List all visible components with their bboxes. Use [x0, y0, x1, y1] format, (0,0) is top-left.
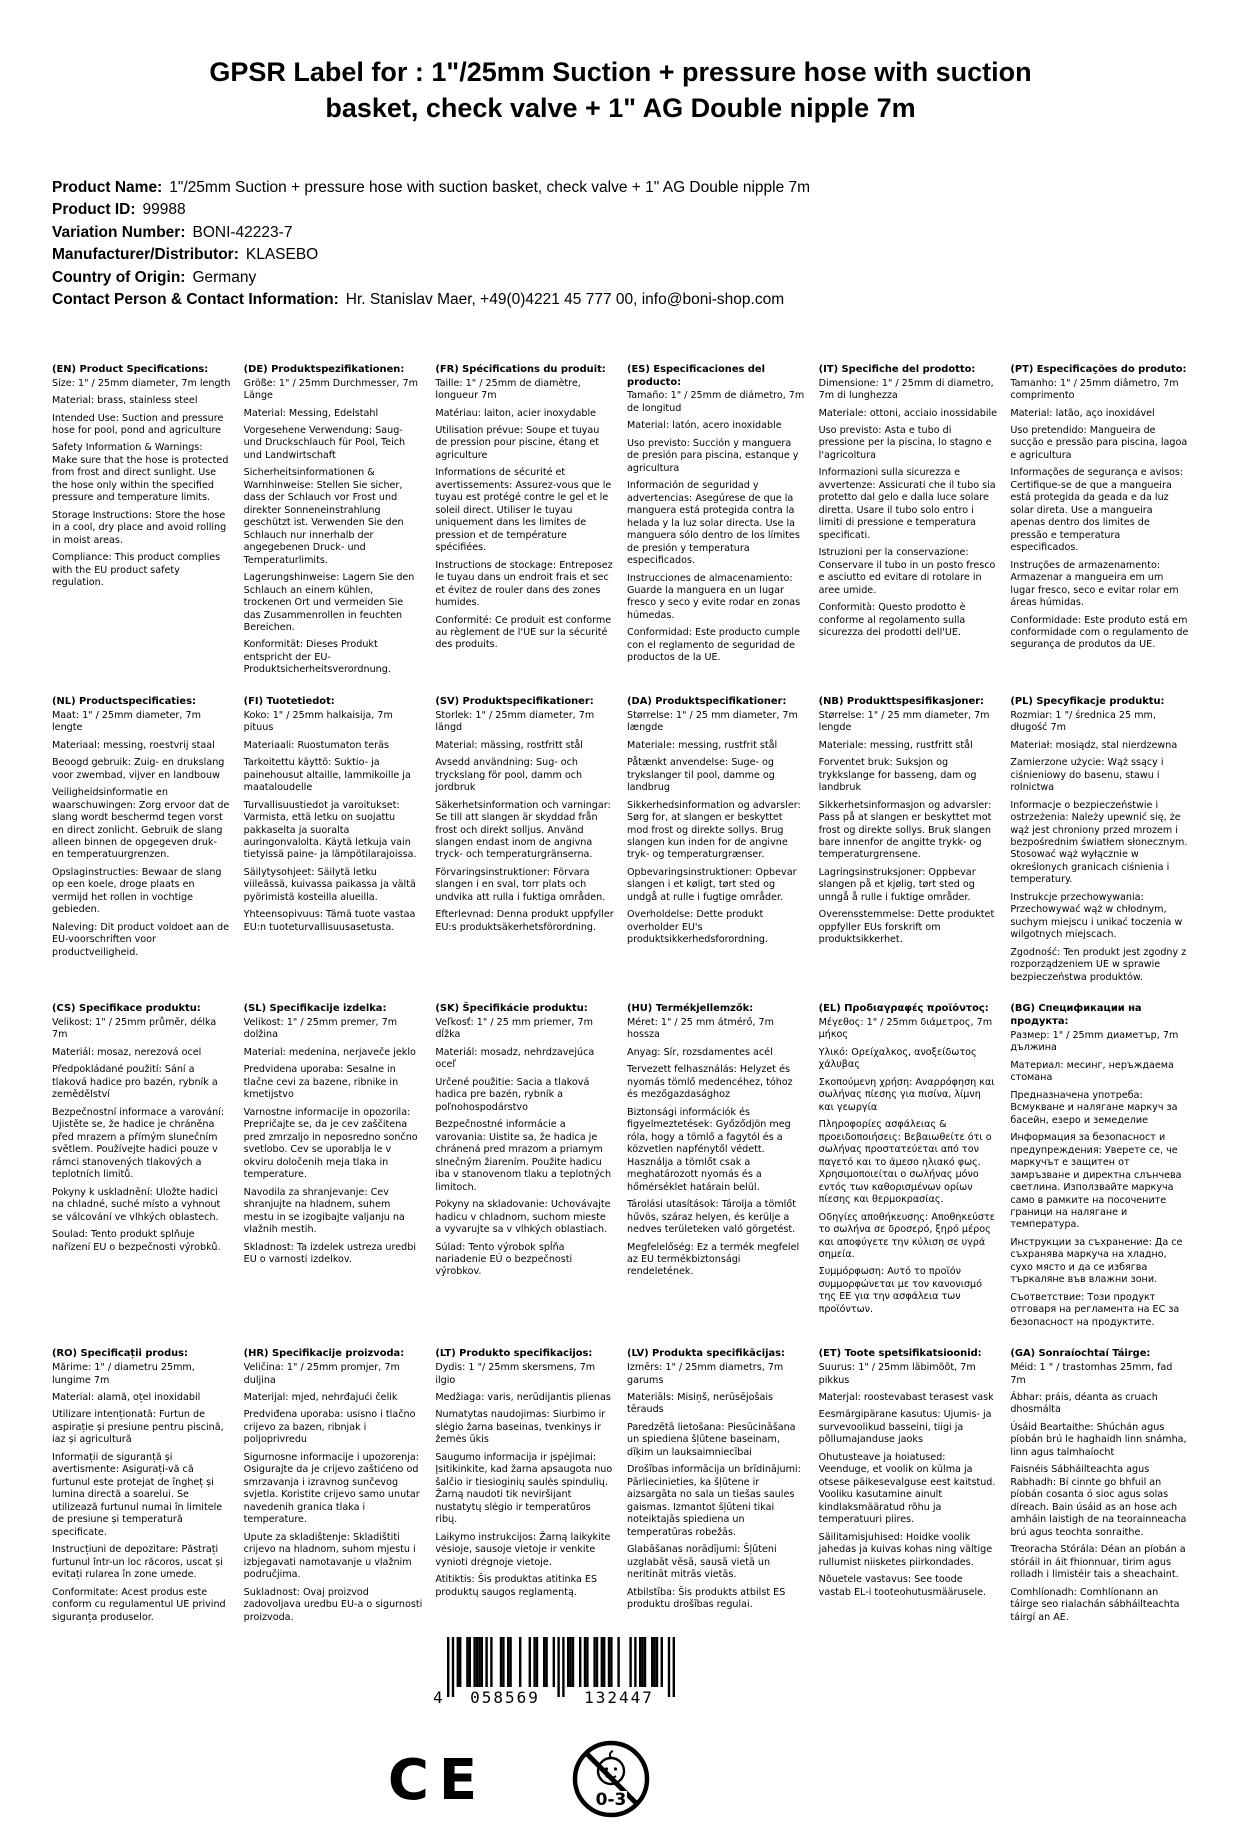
- lang-section-title: (RO) Specificații produs:: [52, 1348, 188, 1360]
- spec-paragraph: Dydis: 1 "/ 25mm skersmens, 7m ilgio: [435, 1362, 596, 1386]
- barcode: [429, 1637, 689, 1713]
- barcode-digits-right: 132447: [583, 1687, 654, 1707]
- spec-paragraph: Paredzētā lietošana: Piesūcināšana un spiediena šļūtene baseinam, dīķim un lauksaimniecībai: [627, 1421, 796, 1458]
- spec-paragraph: Informations de sécurité et avertissements: Assurez-vous que le tuyau est protégé contre le gel et le soleil direct. Utiliser le tuyau uniquement dans les limites de pression et de température spécifiées.: [435, 467, 612, 554]
- lang-section-title: (DA) Produktspecifikationer:: [627, 695, 787, 707]
- spec-paragraph: Upute za skladištenje: Skladištiti crijevo na hladnom, suhom mjestu i izbjegavati namotavanje u vlažnim područjima.: [243, 1531, 416, 1581]
- spec-paragraph: Uso previsto: Asta e tubo di pressione per la piscina, lo stagno e l'agricoltura: [818, 424, 992, 461]
- lang-section-title: (DE) Produktspezifikationen:: [243, 363, 405, 375]
- spec-paragraph: Informații de siguranță și avertismente: Asigurați-vă că furtunul este protejat de îngheț și lumina directă a soarelui. Se utilizează furtunul numai în limitele de presiune și temperatură specificate.: [52, 1451, 223, 1538]
- spec-paragraph: Lagerungshinweise: Lagern Sie den Schlauch an einem kühlen, trockenen Ort und vermeiden Sie das Zusammenrollen in feuchten Bereichen.: [243, 572, 415, 633]
- spec-paragraph: Navodila za shranjevanje: Cev shranjujte na hladnem, suhem mestu in se izogibajte valjanju na vlažnih mestih.: [243, 1186, 405, 1236]
- spec-paragraph: Bezpečnostní informace a varování: Ujistěte se, že hadice je chráněna před mrazem a přímým slunečním světlem. Používejte hadici pouze v rámci stanovených tlakových a teplotních limitů.: [52, 1106, 225, 1181]
- manufacturer-label: Manufacturer/Distributor:: [52, 246, 239, 264]
- spec-paragraph: Zamierzone użycie: Wąż ssący i ciśnieniowy do basenu, stawu i rolnictwa: [1010, 757, 1164, 794]
- spec-paragraph: Materiale: ottoni, acciaio inossidabile: [818, 407, 998, 419]
- spec-paragraph: Lagringsinstruksjoner: Oppbevar slangen på et kjølig, tørt sted og unngå å rulle i fuktige områder.: [818, 866, 976, 903]
- spec-paragraph: Tamanho: 1" / 25mm diâmetro, 7m comprimento: [1010, 377, 1179, 402]
- spec-paragraph: Material: alamă, oțel inoxidabil: [52, 1392, 201, 1403]
- variation-number-value: BONI-42223-7: [192, 223, 293, 241]
- spec-paragraph: Intended Use: Suction and pressure hose for pool, pond and agriculture: [52, 412, 224, 436]
- lang-section-et: [819, 1348, 998, 1629]
- spec-paragraph: Materiale: messing, rustfrit stål: [627, 739, 778, 751]
- spec-paragraph: Säkerhetsinformation och varningar: Se till att slangen är skyddad från frost och direkt solljus. Använd slangen endast inom de angivna tryck- och temperaturgränserna.: [435, 799, 611, 861]
- spec-paragraph: Påtænkt anvendelse: Suge- og trykslanger til pool, damme og landbrug: [627, 757, 775, 794]
- spec-paragraph: Anyag: Sír, rozsdamentes acél: [627, 1046, 773, 1058]
- lang-section-bg: [1010, 1003, 1189, 1334]
- spec-paragraph: Istruzioni per la conservazione: Conservare il tubo in un posto fresco e asciutto ed evitare di rotolare in aree umide.: [818, 547, 996, 596]
- spec-paragraph: Megfelelőség: Ez a termék megfelel az EU termékbiztonsági rendeletének.: [627, 1241, 800, 1278]
- spec-paragraph: Informacje o bezpieczeństwie i ostrzeżenia: Należy upewnić się, że wąż jest chroniony przed mrozem i bezpośrednim światłem słonecznym. Stosować wąż wyłącznie w określonych granicach ciśnienia i temperatury.: [1010, 799, 1188, 886]
- spec-paragraph: Instrucțiuni de depozitare: Păstrați furtunul într-un loc răcoros, uscat și evitați rularea în zone umede.: [52, 1544, 223, 1581]
- variation-number-label: Variation Number:: [52, 223, 186, 241]
- lang-section-hu: [627, 1003, 806, 1334]
- lang-section-en: [52, 364, 231, 682]
- spec-paragraph: Medžiaga: varis, nerūdijantis plienas: [435, 1392, 611, 1403]
- spec-paragraph: Informações de segurança e avisos: Certifique-se de que a mangueira está protegida da geada e da luz solar direta. Use a mangueira apenas dentro dos limites de pressão e temperatura especificados.: [1010, 467, 1184, 554]
- spec-paragraph: Saugumo informacija ir įspėjimai: Įsitikinkite, kad žarna apsaugota nuo šalčio ir tiesioginių saulės spindulių. Žarną naudoti tik neviršijant nustatytų slėgio ir temperatūros ribų.: [435, 1451, 613, 1526]
- spec-paragraph: Materiale: messing, rustfritt stål: [818, 739, 973, 751]
- spec-paragraph: Opbevaringsinstruktioner: Opbevar slangen i et køligt, tørt sted og undgå at rulle i fugtige områder.: [627, 866, 797, 903]
- spec-paragraph: Overensstemmelse: Dette produktet oppfyller EUs forskrift om produktsikkerhet.: [818, 909, 995, 946]
- lang-section-title: (HU) Termékjellemzők:: [627, 1003, 754, 1015]
- spec-paragraph: Storlek: 1" / 25mm diameter, 7m längd: [435, 709, 595, 734]
- spec-paragraph: Säilitamisjuhised: Hoidke voolik jahedas ja kuivas kohas ning vältige rullumist niisketes piirkondades.: [818, 1531, 993, 1568]
- spec-paragraph: Οδηγίες αποθήκευσης: Αποθηκεύστε το σωλήνα σε δροσερό, ξηρό μέρος και αποφύγετε την κύλιση σε υγρά σημεία.: [818, 1211, 995, 1260]
- spec-paragraph: Určené použitie: Sacia a tlaková hadica pre bazén, rybník a poľnohospodárstvo: [435, 1076, 590, 1113]
- spec-paragraph: Material: Messing, Edelstahl: [243, 407, 379, 419]
- lang-section-ga: [1010, 1348, 1189, 1629]
- lang-section-title: (LT) Produkto specifikacijos:: [435, 1348, 593, 1360]
- spec-paragraph: Rozmiar: 1 "/ średnica 25 mm, długość 7m: [1010, 709, 1156, 734]
- lang-section-title: (ET) Toote spetsifikatsioonid:: [818, 1348, 982, 1360]
- lang-section-title: (BG) Спецификации на продукта:: [1010, 1003, 1142, 1027]
- spec-paragraph: Varnostne informacije in opozorila: Prepričajte se, da je cev zaščitena pred zmrzaljo in neposredno sončno svetlobo. Cev se uporablja le v okviru določenih meja tlaka in temperature.: [243, 1106, 418, 1181]
- spec-paragraph: Izmērs: 1" / 25mm diametrs, 7m garums: [627, 1362, 784, 1386]
- spec-paragraph: Πληροφορίες ασφάλειας & προειδοποιήσεις: Βεβαιωθείτε ότι ο σωλήνας προστατεύεται από τον παγετό και το άμεσο ηλιακό φως. Χρησιμοποιείται ο σωλήνας μόνο εντός των καθορισμένων ορίων πίεσης και θερμοκρασίας.: [818, 1119, 992, 1206]
- lang-section-pt: [1010, 364, 1189, 682]
- spec-paragraph: Faisnéis Sábháilteachta agus Rabhadh: Bí cinnte go bhfuil an píobán cosanta ó sioc agus solas díreach. Bain úsáid as an hose ach amháin laistigh de na teorainneacha brú agus teochta sonraithe.: [1010, 1464, 1187, 1538]
- spec-paragraph: Størrelse: 1" / 25 mm diameter, 7m lengde: [818, 709, 990, 734]
- lang-section-title: (SL) Specifikacije izdelka:: [243, 1003, 387, 1015]
- spec-paragraph: Sikkerhedsinformation og advarsler: Sørg for, at slangen er beskyttet mod frost og direkte sollys. Brug slangen kun inden for de angivne tryk- og temperaturgrænser.: [627, 799, 801, 861]
- spec-paragraph: Vorgesehene Verwendung: Saug- und Druckschlauch für Pool, Teich und Landwirtschaft: [243, 424, 406, 461]
- product-info-row: [52, 199, 1189, 221]
- lang-section-nb: [819, 696, 998, 989]
- spec-paragraph: Beoogd gebruik: Zuig- en drukslang voor zwembad, vijver en landbouw: [52, 757, 225, 781]
- spec-paragraph: Материал: месинг, неръждаема стомана: [1010, 1059, 1174, 1084]
- spec-paragraph: Materiaal: messing, roestvrij staal: [52, 739, 215, 751]
- spec-paragraph: Veličina: 1" / 25mm promjer, 7m duljina: [243, 1362, 400, 1386]
- spec-paragraph: Size: 1" / 25mm diameter, 7m length: [52, 377, 231, 389]
- country-of-origin-label: Country of Origin:: [52, 268, 186, 286]
- lang-section-fr: [435, 364, 614, 682]
- spec-paragraph: Sikkerhetsinformasjon og advarsler: Pass på at slangen er beskyttet mot frost og direkte sollys. Bruk slangen bare innenfor de angitte trykk- og temperaturgrensene.: [818, 799, 992, 861]
- spec-paragraph: Størrelse: 1" / 25 mm diameter, 7m længde: [627, 709, 798, 734]
- spec-paragraph: Conformité: Ce produit est conforme au règlement de l'UE sur la sécurité des produits.: [435, 614, 612, 651]
- product-info-row: [52, 244, 1189, 266]
- spec-paragraph: Předpokládané použití: Sání a tlaková hadice pro bazén, rybník a zemědělství: [52, 1064, 218, 1101]
- lang-section-el: [819, 1003, 998, 1334]
- spec-paragraph: Matériau: laiton, acier inoxydable: [435, 407, 597, 419]
- spec-paragraph: Ohutusteave ja hoiatused: Veenduge, et voolik on külma ja otsese päikesevalguse eest kaitstud. Vooliku kasutamine ainult kindlaksmääratud rõhu ja temperatuuri piires.: [818, 1451, 996, 1526]
- spec-paragraph: Méret: 1" / 25 mm átmérő, 7m hossza: [627, 1017, 774, 1041]
- lang-section-title: (EL) Προδιαγραφές προϊόντος:: [818, 1003, 989, 1015]
- spec-paragraph: Skladnost: Ta izdelek ustreza uredbi EU o varnosti izdelkov.: [243, 1241, 416, 1265]
- spec-paragraph: Konformität: Dieses Produkt entspricht der EU-Produktsicherheitsverordnung.: [243, 639, 391, 676]
- spec-paragraph: Predvidena uporaba: Sesalne in tlačne cevi za bazene, ribnike in kmetijstvo: [243, 1064, 399, 1101]
- spec-paragraph: Storage Instructions: Store the hose in a cool, dry place and avoid rolling in moist areas.: [52, 509, 227, 546]
- lang-section-title: (SV) Produktspecifikationer:: [435, 695, 594, 707]
- age-warning-0-3-icon: [569, 1735, 653, 1827]
- spec-paragraph: Yhteensopivuus: Tämä tuote vastaa EU:n tuoteturvallisuusasetusta.: [243, 909, 416, 933]
- page-title: GPSR Label for : 1"/25mm Suction + pressure hose with suction basket, check valve + 1" AG Double nipple 7m: [209, 57, 1032, 124]
- spec-paragraph: Размер: 1" / 25mm диаметър, 7m дължина: [1010, 1029, 1179, 1054]
- lang-section-it: [819, 364, 998, 682]
- spec-paragraph: Súlad: Tento výrobok spĺňa nariadenie EÚ o bezpečnosti výrobkov.: [435, 1241, 573, 1278]
- spec-paragraph: Soulad: Tento produkt splňuje nařízení EU o bezpečnosti výrobků.: [52, 1229, 221, 1253]
- product-name-label: Product Name:: [52, 178, 163, 196]
- spec-paragraph: Zgodność: Ten produkt jest zgodny z rozporządzeniem UE w sprawie bezpieczeństwa produktów.: [1010, 946, 1187, 983]
- lang-section-title: (NL) Productspecificaties:: [52, 695, 196, 707]
- barcode-digits-left: 058569: [469, 1687, 540, 1707]
- spec-paragraph: Sukladnost: Ovaj proizvod zadovoljava uredbu EU-a o sigurnosti proizvoda.: [243, 1586, 423, 1623]
- lang-section-title: (HR) Specifikacije proizvoda:: [243, 1348, 405, 1360]
- spec-paragraph: Mărime: 1" / diametru 25mm, lungime 7m: [52, 1362, 195, 1386]
- spec-paragraph: Predviđena uporaba: usisno i tlačno crijevo za bazen, ribnjak i poljoprivredu: [243, 1409, 416, 1446]
- spec-paragraph: Conformitate: Acest produs este conform cu regulamentul UE privind siguranța produselor.: [52, 1586, 226, 1623]
- spec-paragraph: Glabāšanas norādījumi: Šļūteni uzglabāt vēsā, sausā vietā un neritināt mitrās vietās.: [627, 1544, 777, 1581]
- spec-paragraph: Conformidade: Este produto está em conformidade com o regulamento de segurança de produtos da UE.: [1010, 614, 1189, 651]
- lang-section-lv: [627, 1348, 806, 1629]
- language-grid: [52, 364, 1189, 1629]
- spec-paragraph: Съответствие: Този продукт отговаря на регламента на ЕС за безопасност на продуктите.: [1010, 1291, 1180, 1328]
- lang-section-de: [244, 364, 423, 682]
- spec-paragraph: Materiał: mosiądz, stal nierdzewna: [1010, 739, 1178, 751]
- spec-paragraph: Tervezett felhasználás: Helyzet és nyomás tömlő medencéhez, tóhoz és mezőgazdasághoz: [627, 1064, 793, 1101]
- spec-paragraph: Materiaali: Ruostumaton teräs: [243, 739, 389, 751]
- spec-paragraph: Safety Information & Warnings: Make sure that the hose is protected from frost and direct sunlight. Use the hose only within the specified pressure and temperature limits.: [52, 442, 229, 504]
- lang-section-title: (FR) Spécifications du produit:: [435, 363, 606, 375]
- spec-paragraph: Instruções de armazenamento: Armazenar a mangueira em um lugar fresco, seco e evitar rolar em áreas húmidas.: [1010, 559, 1179, 609]
- spec-paragraph: Materiál: mosaz, nerezová ocel: [52, 1046, 202, 1058]
- spec-paragraph: Μέγεθος: 1" / 25mm διάμετρος, 7m μήκος: [818, 1017, 993, 1041]
- lang-section-es: [627, 364, 806, 682]
- lang-section-title: (IT) Specifiche del prodotto:: [818, 363, 976, 375]
- spec-paragraph: Utilizare intenționată: Furtun de aspirație și presiune pentru piscină, iaz și agricultură: [52, 1409, 224, 1446]
- compliance-marks: [0, 1735, 1089, 1827]
- spec-paragraph: Информация за безопасност и предупреждения: Уверете се, че маркучът е защитен от замръзване и директна слънчева светлина. Използвайте маркуча само в рамките на посочените граници на налягане и температура.: [1010, 1132, 1182, 1231]
- lang-section-da: [627, 696, 806, 989]
- spec-paragraph: Efterlevnad: Denna produkt uppfyller EU:s produktsäkerhetsförordning.: [435, 909, 614, 933]
- spec-paragraph: Tárolási utasítások: Tárolja a tömlőt hűvös, száraz helyen, és kerülje a nedves területeken való görgetést.: [627, 1199, 796, 1236]
- spec-paragraph: Conformidad: Este producto cumple con el reglamento de seguridad de productos de la UE.: [627, 627, 800, 664]
- spec-paragraph: Material: medenina, nerjaveče jeklo: [243, 1046, 416, 1058]
- spec-paragraph: Pokyny k uskladnění: Uložte hadici na chladné, suché místo a vyhnout se válcování ve vlhkých oblastech.: [52, 1186, 221, 1223]
- lang-section-title: (GA) Sonraíochtaí Táirge:: [1010, 1348, 1151, 1360]
- spec-paragraph: Opslaginstructies: Bewaar de slang op een koele, droge plaats en vermijd het rollen in vochtige gebieden.: [52, 866, 222, 916]
- spec-paragraph: Veľkosť: 1" / 25 mm priemer, 7m dĺžka: [435, 1017, 593, 1041]
- lang-section-title: (FI) Tuotetiedot:: [243, 695, 335, 707]
- spec-paragraph: Instrukcje przechowywania: Przechowywać wąż w chłodnym, suchym miejscu i unikać toczenia w wilgotnych miejscach.: [1010, 891, 1183, 941]
- spec-paragraph: Nõuetele vastavus: See toode vastab EL-i tooteohutusmäärusele.: [818, 1574, 987, 1598]
- barcode-svg: [429, 1637, 689, 1709]
- spec-paragraph: Maat: 1" / 25mm diameter, 7m lengte: [52, 709, 201, 734]
- spec-paragraph: Koko: 1" / 25mm halkaisija, 7m pituus: [243, 709, 393, 734]
- spec-paragraph: Numatytas naudojimas: Siurbimo ir slėgio žarna baseinas, tvenkinys ir žemės ūkis: [435, 1409, 606, 1446]
- contact-label: Contact Person & Contact Information:: [52, 291, 339, 309]
- lang-section-cs: [52, 1003, 231, 1334]
- spec-paragraph: Bezpečnostné informácie a varovania: Uistite sa, že hadica je chránená pred mrazom a priamym slnečným žiarením. Použite hadicu iba v stanovenom tlaku a teplotných limitoch.: [435, 1119, 612, 1193]
- contact-value: Hr. Stanislav Maer, +49(0)4221 45 777 00, info@boni-shop.com: [345, 291, 785, 309]
- spec-paragraph: Materjal: roostevabast terasest vask: [818, 1392, 994, 1403]
- spec-paragraph: Materiál: mosadz, nehrdzavejúca oceľ: [435, 1046, 595, 1071]
- lang-section-sk: [435, 1003, 614, 1334]
- product-info-row: [52, 177, 1189, 199]
- product-info: [52, 177, 1189, 312]
- spec-paragraph: Instrucciones de almacenamiento: Guarde la manguera en un lugar fresco y seco y evite rodar en zonas húmedas.: [627, 572, 801, 621]
- spec-paragraph: Σκοπούμενη χρήση: Αναρρόφηση και σωλήνας πίεσης για πισίνα, λίμνη και γεωργία: [818, 1076, 995, 1113]
- spec-paragraph: Dimensione: 1" / 25mm di diametro, 7m di lunghezza: [818, 377, 994, 402]
- spec-paragraph: Material: brass, stainless steel: [52, 395, 198, 407]
- age-warning-text: 0-3: [595, 1789, 627, 1810]
- product-name-value: 1"/25mm Suction + pressure hose with suction basket, check valve + 1" AG Double nipple 7m: [169, 178, 811, 196]
- lang-section-title: (ES) Especificaciones del producto:: [627, 363, 766, 388]
- lang-section-title: (LV) Produkta specifikācijas:: [627, 1348, 785, 1360]
- spec-paragraph: Förvaringsinstruktioner: Förvara slangen i en sval, torr plats och undvika att rulla i fuktiga områden.: [435, 866, 606, 903]
- spec-paragraph: Инструкции за съхранение: Да се съхранява маркуча на хладно, сухо място и да се избягва търкаляне във влажни зони.: [1010, 1236, 1183, 1286]
- spec-paragraph: Pokyny na skladovanie: Uchovávajte hadicu v chladnom, suchom mieste a vyvarujte sa v vlhkých oblastiach.: [435, 1199, 611, 1236]
- spec-paragraph: Größe: 1" / 25mm Durchmesser, 7m Länge: [243, 377, 418, 402]
- spec-paragraph: Atbilstība: Šis produkts atbilst ES produktu drošības regulai.: [627, 1586, 786, 1611]
- spec-paragraph: Uso pretendido: Mangueira de sucção e pressão para piscina, lagoa e agricultura: [1010, 424, 1188, 461]
- spec-paragraph: Comhlíonadh: Comhlíonann an táirge seo rialachán sábháilteachta táirgí an AE.: [1010, 1586, 1180, 1623]
- spec-paragraph: Turvallisuustiedot ja varoitukset: Varmista, että letku on suojattu pakkaselta ja suoralta auringonvalolta. Käytä letkuja vain tietyissä paine- ja lämpötilarajoissa.: [243, 799, 417, 861]
- spec-paragraph: Avsedd användning: Sug- och tryckslang för pool, damm och jordbruk: [435, 757, 583, 794]
- spec-paragraph: Suurus: 1" / 25mm läbimõõt, 7m pikkus: [818, 1362, 976, 1386]
- barcode-lead-digit: 4: [432, 1687, 443, 1707]
- spec-paragraph: Méid: 1 " / trastomhas 25mm, fad 7m: [1010, 1362, 1173, 1386]
- lang-section-pl: [1010, 696, 1189, 989]
- spec-paragraph: Úsáid Beartaithe: Shúchán agus píobán brú le haghaidh linn snámha, linn agus talmhaíocht: [1010, 1421, 1187, 1458]
- spec-paragraph: Veiligheidsinformatie en waarschuwingen: Zorg ervoor dat de slang wordt beschermd tegen vorst en direct zonlicht. Gebruik de slang alleen binnen de opgegeven druk- en temperatuurgrenzen.: [52, 787, 230, 861]
- lang-section-sl: [244, 1003, 423, 1334]
- lang-section-title: (SK) Špecifikácie produktu:: [435, 1003, 588, 1015]
- spec-paragraph: Tamaño: 1" / 25mm de diámetro, 7m de longitud: [627, 390, 805, 414]
- spec-paragraph: Säilytysohjeet: Säilytä letku viileässä, kuivassa paikassa ja vältä pyörimistä kosteilla alueilla.: [243, 866, 416, 903]
- spec-paragraph: Συμμόρφωση: Αυτό το προϊόν συμμορφώνεται με τον κανονισμό της ΕΕ για την ασφάλεια των προϊόντων.: [818, 1266, 983, 1315]
- spec-paragraph: Material: mässing, rostfritt stål: [435, 739, 583, 751]
- spec-paragraph: Informazioni sulla sicurezza e avvertenze: Assicurati che il tubo sia protetto dal gelo e dalla luce solare diretta. Usare il tubo solo entro i limiti di pressione e temperatura specificati.: [818, 467, 996, 541]
- manufacturer-value: KLASEBO: [245, 246, 319, 264]
- spec-paragraph: Laikymo instrukcijos: Žarną laikykite vėsioje, sausoje vietoje ir venkite vynioti drėgnoje vietoje.: [435, 1531, 611, 1568]
- product-info-row: [52, 267, 1189, 289]
- spec-paragraph: Drošības informācija un brīdinājumi: Pārliecinieties, ka šļūtene ir aizsargāta no sala un tiešas saules gaismas. Izmantot šļūteni tikai noteiktajās spiediena un temperatūras robežās.: [627, 1464, 801, 1538]
- spec-paragraph: Utilisation prévue: Soupe et tuyau de pression pour piscine, étang et agriculture: [435, 424, 600, 461]
- spec-paragraph: Materijal: mjed, nehrđajući čelik: [243, 1392, 398, 1403]
- lang-section-title: (NB) Produkttspesifikasjoner:: [818, 695, 984, 707]
- lang-section-title: (PL) Specyfikacje produktu:: [1010, 695, 1165, 707]
- spec-paragraph: Velikost: 1" / 25mm premer, 7m dolžina: [243, 1017, 398, 1041]
- lang-section-title: (PT) Especificações do produto:: [1010, 363, 1187, 375]
- spec-paragraph: Ábhar: práis, déanta as cruach dhosmálta: [1010, 1392, 1158, 1416]
- country-of-origin-value: Germany: [192, 268, 257, 286]
- spec-paragraph: Biztonsági információk és figyelmeztetések: Győződjön meg róla, hogy a tömlő a fagytól és a közvetlen napfénytől védett. Használja a tömlőt csak a meghatározott nyomás és a hőmérséklet határain belül.: [627, 1106, 791, 1193]
- spec-paragraph: Uso previsto: Succión y manguera de presión para piscina, estanque y agricultura: [627, 437, 799, 474]
- spec-paragraph: Conformità: Questo prodotto è conforme al regolamento sulla sicurezza dei prodotti dell'UE.: [818, 602, 966, 638]
- lang-section-hr: [244, 1348, 423, 1629]
- spec-paragraph: Taille: 1" / 25mm de diamètre, longueur 7m: [435, 377, 581, 402]
- spec-paragraph: Material: latón, acero inoxidable: [627, 420, 782, 432]
- spec-paragraph: Información de seguridad y advertencias: Asegúrese de que la manguera está protegida contra la helada y la luz solar directa. Use la manguera sólo dentro de los límites de presión y temperatura especificados.: [627, 480, 800, 567]
- product-info-row: [52, 222, 1189, 244]
- product-id-label: Product ID:: [52, 201, 136, 219]
- spec-paragraph: Sigurnosne informacije i upozorenja: Osigurajte da je crijevo zaštićeno od smrzavanja i izravnog sunčevog svjetla. Koristite crijevo samo unutar navedenih granica tlaka i temperature.: [243, 1451, 420, 1526]
- spec-paragraph: Material: latão, aço inoxidável: [1010, 407, 1155, 419]
- spec-paragraph: Compliance: This product complies with the EU product safety regulation.: [52, 552, 221, 589]
- lang-section-fi: [244, 696, 423, 989]
- product-id-value: 99988: [142, 201, 186, 219]
- spec-paragraph: Overholdelse: Dette produkt overholder EU's produktsikkerhedsforordning.: [627, 909, 769, 946]
- spec-paragraph: Instructions de stockage: Entreposez le tuyau dans un endroit frais et sec et évitez de rouler dans des zones humides.: [435, 559, 613, 609]
- spec-paragraph: Tarkoitettu käyttö: Suktio- ja painehousut altaille, lammikoille ja maataloudelle: [243, 757, 411, 794]
- lang-section-title: (CS) Specifikace produktu:: [52, 1003, 201, 1015]
- product-info-row: [52, 289, 1189, 311]
- spec-paragraph: Sicherheitsinformationen & Warnhinweise: Stellen Sie sicher, dass der Schlauch vor Frost und direkter Sonneneinstrahlung geschützt ist. Verwenden Sie den Schlauch nur innerhalb der angegebenen Druck- und Temperaturlimits.: [243, 467, 404, 566]
- lang-section-ro: [52, 1348, 231, 1629]
- lang-section-sv: [435, 696, 614, 989]
- spec-paragraph: Eesmärgipärane kasutus: Ujumis- ja survevoolikud basseini, tiigi ja põllumajanduse jaoks: [818, 1409, 992, 1446]
- ce-mark-icon: CE: [387, 1747, 488, 1813]
- spec-paragraph: Υλικό: Ορείχαλκος, ανοξείδωτος χάλυβας: [818, 1046, 977, 1071]
- spec-paragraph: Materiāls: Misiņš, nerūsējošais tērauds: [627, 1392, 774, 1416]
- spec-paragraph: Forventet bruk: Suksjon og trykkslange for basseng, dam og landbruk: [818, 757, 977, 794]
- lang-section-title: (EN) Product Specifications:: [52, 363, 209, 375]
- spec-paragraph: Velikost: 1" / 25mm průměr, délka 7m: [52, 1017, 217, 1041]
- spec-paragraph: Naleving: Dit product voldoet aan de EU-voorschriften voor productveiligheid.: [52, 921, 229, 958]
- spec-paragraph: Предназначена употреба: Всмукване и налягане маркуч за басейн, езеро и земеделие: [1010, 1089, 1178, 1126]
- spec-paragraph: Treoracha Stórála: Déan an píobán a stóráil in áit fhionnuar, tirim agus rolladh i limistéir tais a sheachaint.: [1010, 1544, 1186, 1581]
- lang-section-nl: [52, 696, 231, 989]
- lang-section-lt: [435, 1348, 614, 1629]
- spec-paragraph: Atitiktis: Šis produktas atitinka ES produktų saugos reglamentą.: [435, 1574, 598, 1598]
